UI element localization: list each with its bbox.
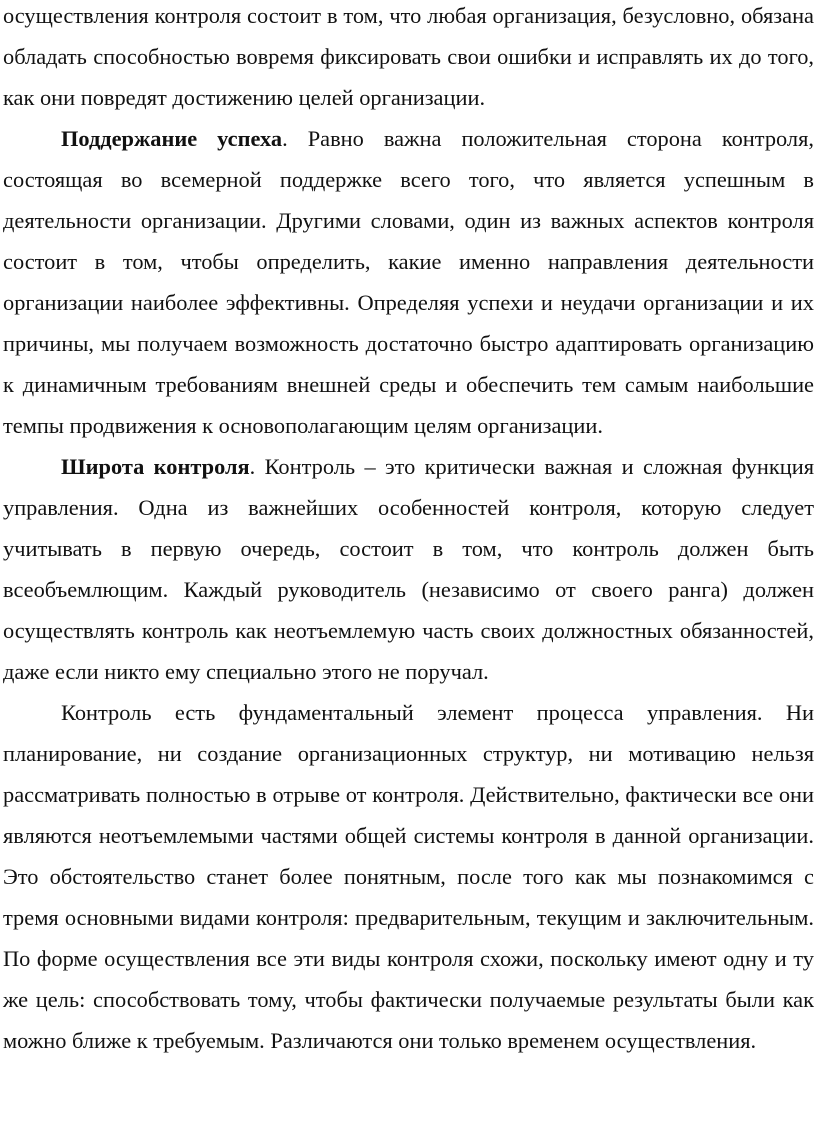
paragraph-text: Контроль есть фундаментальный элемент процесса управления. Ни планирование, ни создание организационных структур, ни мотивацию нельзя рассматривать полностью в отрыве от контроля. Действительно, фактически все они являются неотъемлемыми частями общей системы контроля в данной организации. Это обстоятельство станет более понятным, после того как мы познакомимся с тремя основными видами контроля: предварительным, текущим и заключительным. По форме осуществления все эти виды контроля схожи, поскольку имеют одну и ту же цель: способствовать тому, чтобы фактически получаемые результаты были как можно ближе к требуемым. Различаются они только временем осуществления.: [3, 700, 814, 1053]
paragraph-maintaining-success: [3, 118, 814, 446]
paragraph-text: осуществления контроля состоит в том, что любая организация, безусловно, обязана обладать способностью вовремя фиксировать свои ошибки и исправлять их до того, как они повредят достижению целей организации.: [3, 3, 814, 110]
paragraph-text: Равно важна положительная сторона контроля, состоящая во всемерной поддержке всего того, что является успешным в деятельности организации. Другими словами, один из важных аспектов контроля состоит в том, чтобы определить, какие именно направления деятельности организации наиболее эффективны. Определяя успехи и неудачи организации и их причины, мы получаем возможность достаточно быстро адаптировать организацию к динамичным требованиям внешней среды и обеспечить тем самым наибольшие темпы продвижения к основополагающим целям организации.: [3, 126, 814, 438]
paragraph-heading: Поддержание успеха: [61, 126, 283, 151]
paragraph-heading: Широта контроля: [61, 454, 250, 479]
paragraph-continuation: [3, 0, 814, 118]
paragraph-control-fundamental: [3, 692, 814, 1061]
paragraph-control-breadth: [3, 446, 814, 692]
paragraph-heading-punct: .: [249, 454, 256, 479]
paragraph-text: Контроль – это критически важная и сложная функция управления. Одна из важнейших особенностей контроля, которую следует учитывать в первую очередь, состоит в том, что контроль должен быть всеобъемлющим. Каждый руководитель (независимо от своего ранга) должен осуществлять контроль как неотъемлемую часть своих должностных обязанностей, даже если никто ему специально этого не поручал.: [3, 454, 814, 684]
paragraph-heading-punct: .: [282, 126, 288, 151]
